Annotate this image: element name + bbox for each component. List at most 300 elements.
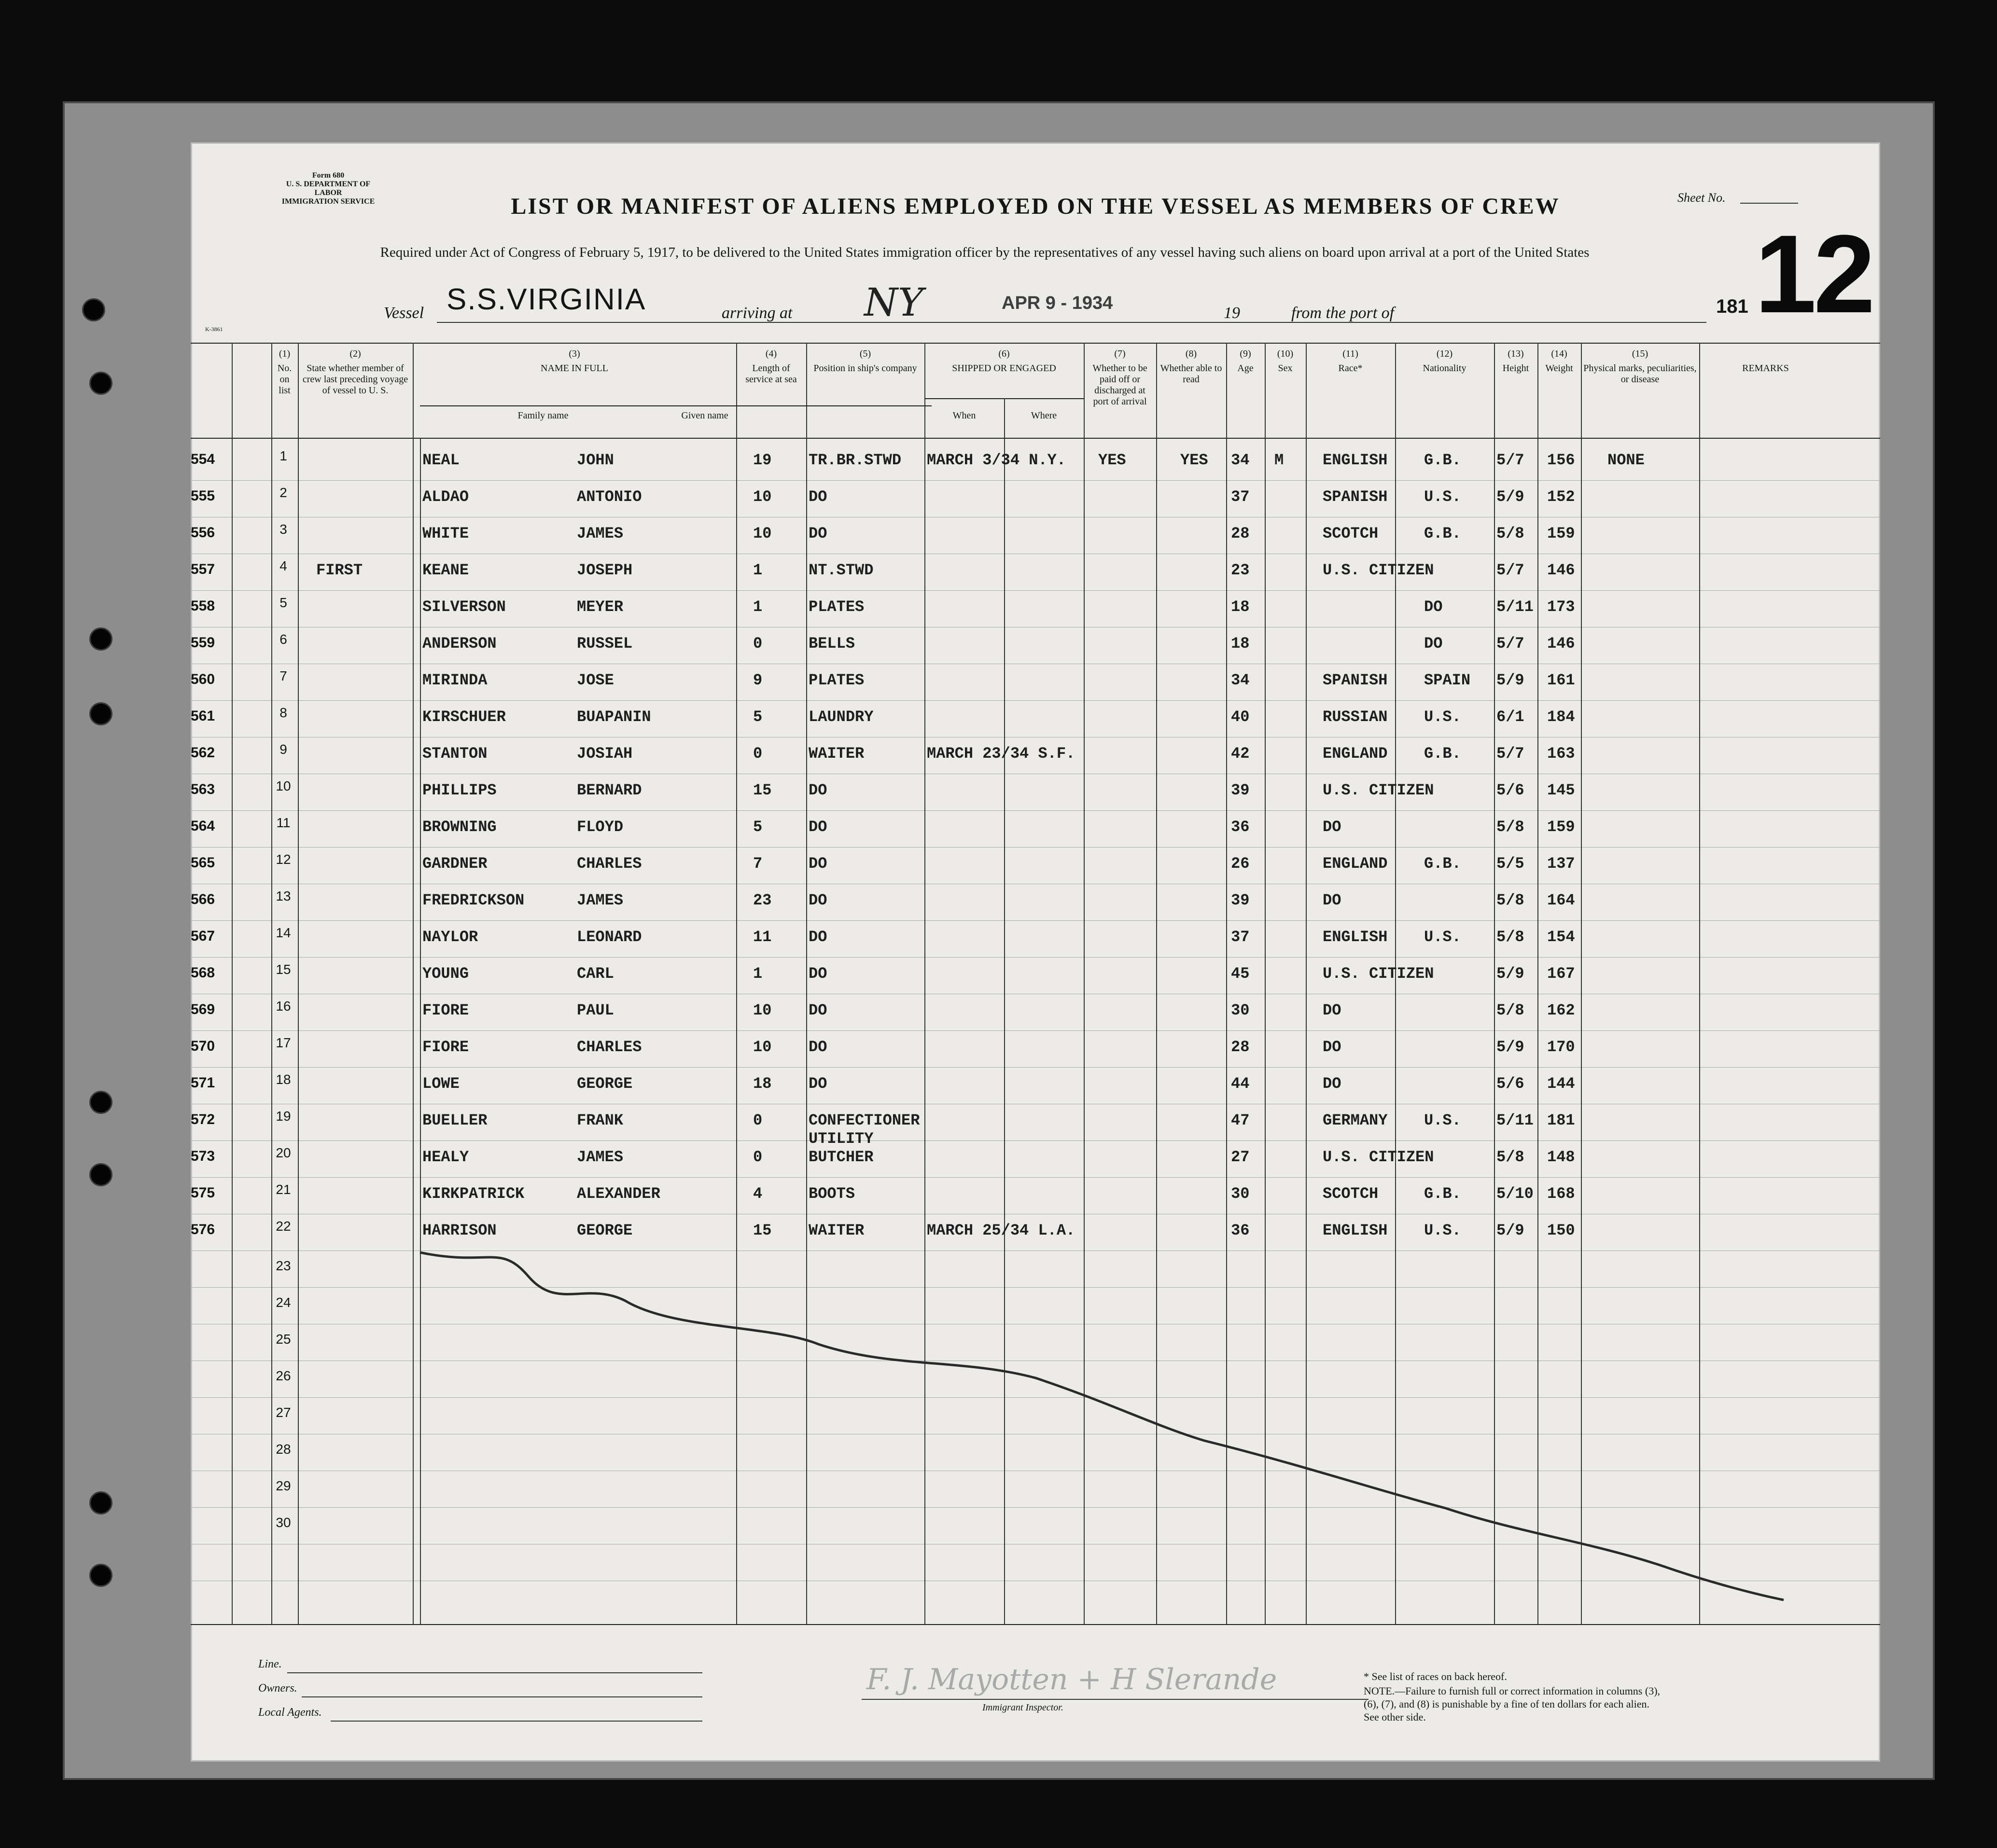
- cell-height: 5/11: [1496, 1112, 1534, 1129]
- cell-nationality: G.B.: [1424, 525, 1461, 542]
- inspector-signature: F. J. Mayotten + H Slerande: [866, 1663, 1277, 1696]
- column-rule: [413, 343, 414, 1624]
- row-margin-number: 567: [191, 928, 215, 944]
- cell-weight: 146: [1547, 561, 1575, 579]
- column-number: (9): [1240, 348, 1251, 359]
- cell-height: 5/9: [1496, 671, 1524, 689]
- cell-sex: M: [1274, 451, 1284, 469]
- arriving-label: arriving at: [722, 304, 793, 322]
- cell-height: 5/9: [1496, 965, 1524, 983]
- arriving-fill-line: [818, 322, 1504, 323]
- cell-weight: 168: [1547, 1185, 1575, 1203]
- cell-service: 1: [753, 561, 763, 579]
- cell-position: DO: [809, 818, 827, 836]
- row-margin-number: 555: [191, 488, 215, 504]
- cell-service: 23: [753, 891, 772, 909]
- cell-family: KIRSCHUER: [422, 708, 506, 726]
- cell-family: KEANE: [422, 561, 469, 579]
- cell-nationality: U.S.: [1424, 488, 1461, 506]
- cell-position: PLATES: [809, 598, 865, 616]
- cell-service: 5: [753, 818, 763, 836]
- column-number: (5): [859, 348, 871, 359]
- cell-race: ENGLISH: [1323, 928, 1388, 946]
- column-number: (11): [1342, 348, 1358, 359]
- cell-service: 18: [753, 1075, 772, 1093]
- cell-age: 39: [1231, 781, 1250, 799]
- cell-family: BUELLER: [422, 1112, 488, 1129]
- cell-position: WAITER: [809, 1222, 865, 1239]
- cell-height: 5/5: [1496, 855, 1524, 873]
- column-number: (12): [1436, 348, 1453, 359]
- cell-age: 30: [1231, 1001, 1250, 1019]
- cell-family: FREDRICKSON: [422, 891, 525, 909]
- column-rule: [1581, 343, 1582, 1624]
- cell-age: 18: [1231, 635, 1250, 653]
- row-number: 9: [279, 742, 287, 757]
- column-rule: [1226, 343, 1227, 1624]
- cell-weight: 164: [1547, 891, 1575, 909]
- cell-position: BELLS: [809, 635, 855, 653]
- row-margin-number: 558: [191, 598, 215, 614]
- cell-given: CARL: [577, 965, 614, 983]
- cell-race: DO: [1323, 818, 1341, 836]
- cell-family: FIORE: [422, 1001, 469, 1019]
- cell-family: MIRINDA: [422, 671, 488, 689]
- table-top-rule: [191, 343, 1880, 344]
- cell-family: YOUNG: [422, 965, 469, 983]
- row-number: 19: [276, 1109, 291, 1124]
- row-rule: [191, 957, 1880, 958]
- cell-age: 28: [1231, 525, 1250, 542]
- cell-nationality: G.B.: [1424, 1185, 1461, 1203]
- row-number: 28: [276, 1442, 291, 1457]
- cell-race: SPANISH: [1323, 671, 1388, 689]
- subheader-rule: [420, 405, 932, 406]
- form-line: Form 680: [312, 171, 345, 180]
- column-heading: Weight: [1545, 363, 1573, 374]
- document-title: LIST OR MANIFEST OF ALIENS EMPLOYED ON THE VESSEL AS MEMBERS OF CREW: [511, 194, 1560, 219]
- cell-nationality: U.S.: [1424, 1222, 1461, 1239]
- column-number: (8): [1185, 348, 1197, 359]
- cell-age: 34: [1231, 671, 1250, 689]
- cell-family: NAYLOR: [422, 928, 478, 946]
- row-number: 11: [276, 815, 291, 830]
- cell-service: 7: [753, 855, 763, 873]
- row-rule: [191, 590, 1880, 591]
- cell-height: 5/7: [1496, 451, 1524, 469]
- column-heading: No. on list: [277, 363, 292, 396]
- column-rule: [1537, 343, 1538, 1624]
- local-agents-label: Local Agents.: [258, 1706, 322, 1719]
- punch-hole: [89, 372, 112, 395]
- column-subheading: Family name: [517, 410, 569, 421]
- row-number: 7: [279, 668, 287, 683]
- column-rule: [1156, 343, 1157, 1624]
- row-number: 2: [279, 485, 287, 500]
- row-rule: [191, 1030, 1880, 1031]
- date-stamp: APR 9 - 1934: [1002, 293, 1113, 313]
- cell-position: LAUNDRY: [809, 708, 874, 726]
- cell-family: KIRKPATRICK: [422, 1185, 525, 1203]
- cell-weight: 161: [1547, 671, 1575, 689]
- cell-age: 42: [1231, 745, 1250, 763]
- cell-family: SILVERSON: [422, 598, 506, 616]
- cell-position: DO: [809, 1038, 827, 1056]
- cell-weight: 137: [1547, 855, 1575, 873]
- cell-family: STANTON: [422, 745, 488, 763]
- cell-age: 45: [1231, 965, 1250, 983]
- row-margin-number: 569: [191, 1001, 215, 1017]
- cell-given: ANTONIO: [577, 488, 642, 506]
- cell-age: 23: [1231, 561, 1250, 579]
- cell-given: CHARLES: [577, 1038, 642, 1056]
- row-rule: [191, 1067, 1880, 1068]
- owners-fill: [302, 1696, 702, 1697]
- column-heading: Height: [1502, 363, 1529, 374]
- cell-height: 5/8: [1496, 818, 1524, 836]
- row-number: 30: [276, 1515, 291, 1530]
- cell-race: U.S. CITIZEN: [1323, 965, 1434, 983]
- cell-position: DO: [809, 1075, 827, 1093]
- cell-race: DO: [1323, 1075, 1341, 1093]
- column-number: (14): [1551, 348, 1567, 359]
- cell-position: DO: [809, 965, 827, 983]
- cell-nationality: G.B.: [1424, 745, 1461, 763]
- column-heading: Whether able to read: [1160, 363, 1222, 385]
- punch-hole: [89, 627, 112, 651]
- vessel-label: Vessel: [384, 304, 424, 322]
- column-rule: [1084, 343, 1085, 1624]
- cell-family: HEALY: [422, 1148, 469, 1166]
- line-fill: [287, 1672, 702, 1673]
- cell-service: 10: [753, 1038, 772, 1056]
- owners-label: Owners.: [258, 1682, 297, 1695]
- cell-height: 5/11: [1496, 598, 1534, 616]
- cell-height: 5/8: [1496, 1001, 1524, 1019]
- cell-weight: 148: [1547, 1148, 1575, 1166]
- column-heading: Whether to be paid off or discharged at port of arrival: [1092, 363, 1147, 407]
- cell-race: ENGLAND: [1323, 855, 1388, 873]
- row-margin-number: 575: [191, 1185, 215, 1201]
- row-rule: [191, 700, 1880, 701]
- cell-height: 5/9: [1496, 488, 1524, 506]
- punch-hole: [89, 1163, 112, 1186]
- signature-line: [862, 1699, 1369, 1700]
- cell-service: 15: [753, 1222, 772, 1239]
- column-heading: Age: [1237, 363, 1254, 374]
- row-margin-number: 576: [191, 1222, 215, 1237]
- cell-height: 5/8: [1496, 891, 1524, 909]
- column-rule: [736, 343, 737, 1624]
- cell-race: ENGLISH: [1323, 451, 1388, 469]
- cell-given: FRANK: [577, 1112, 624, 1129]
- row-rule: [191, 1140, 1880, 1141]
- row-number: 14: [276, 925, 291, 940]
- cell-read: YES: [1180, 451, 1208, 469]
- cell-service: 0: [753, 745, 763, 763]
- cell-weight: 163: [1547, 745, 1575, 763]
- punch-hole: [89, 702, 112, 725]
- cell-service: 15: [753, 781, 772, 799]
- row-rule: [191, 1507, 1880, 1508]
- column-number: (7): [1114, 348, 1126, 359]
- cell-race: SPANISH: [1323, 488, 1388, 506]
- port-code: 181: [1716, 296, 1748, 317]
- cell-height: 5/8: [1496, 928, 1524, 946]
- cell-age: 39: [1231, 891, 1250, 909]
- row-margin-number: 570: [191, 1038, 215, 1054]
- column-number: (13): [1508, 348, 1524, 359]
- row-margin-number: 566: [191, 891, 215, 907]
- column-subheading: Where: [1031, 410, 1057, 421]
- cell-height: 6/1: [1496, 708, 1524, 726]
- vessel-name: S.S.VIRGINIA: [447, 283, 646, 316]
- cell-service: 0: [753, 635, 763, 653]
- cell-when: MARCH 3/34 N.Y.: [927, 451, 1066, 469]
- row-rule: [191, 810, 1880, 811]
- cell-position: PLATES: [809, 671, 865, 689]
- cell-height: 5/9: [1496, 1038, 1524, 1056]
- cell-weight: 162: [1547, 1001, 1575, 1019]
- cell-family: PHILLIPS: [422, 781, 497, 799]
- punch-hole: [89, 1491, 112, 1515]
- cell-position: DO: [809, 928, 827, 946]
- cell-nationality: U.S.: [1424, 928, 1461, 946]
- cell-family: NEAL: [422, 451, 460, 469]
- column-number: (15): [1632, 348, 1648, 359]
- cell-when: MARCH 25/34 L.A.: [927, 1222, 1075, 1239]
- row-margin-number: 560: [191, 671, 215, 687]
- column-rule: [1494, 343, 1495, 1624]
- cell-position: DO: [809, 781, 827, 799]
- cell-weight: 150: [1547, 1222, 1575, 1239]
- punch-hole: [89, 1564, 112, 1587]
- row-rule: [191, 920, 1880, 921]
- cell-given: ALEXANDER: [577, 1185, 660, 1203]
- row-margin-number: 559: [191, 635, 215, 651]
- cell-given: CHARLES: [577, 855, 642, 873]
- cell-age: 40: [1231, 708, 1250, 726]
- cell-service: 1: [753, 965, 763, 983]
- cell-nationality: U.S.: [1424, 1112, 1461, 1129]
- cell-service: 10: [753, 525, 772, 542]
- column-heading: SHIPPED OR ENGAGED: [952, 363, 1056, 374]
- cell-marks: NONE: [1607, 451, 1645, 469]
- cell-given: RUSSEL: [577, 635, 633, 653]
- column-number: (10): [1277, 348, 1294, 359]
- column-rule: [806, 343, 807, 1624]
- cell-height: 5/6: [1496, 781, 1524, 799]
- row-rule: [191, 1397, 1880, 1398]
- column-heading: NAME IN FULL: [541, 363, 608, 374]
- cell-race: SCOTCH: [1323, 1185, 1379, 1203]
- cell-position: DO: [809, 1001, 827, 1019]
- cell-given: JAMES: [577, 1148, 624, 1166]
- cell-family: LOWE: [422, 1075, 460, 1093]
- row-rule: [191, 480, 1880, 481]
- cell-service: 0: [753, 1112, 763, 1129]
- cell-family: FIORE: [422, 1038, 469, 1056]
- cell-service: 10: [753, 488, 772, 506]
- cell-position: DO: [809, 525, 827, 542]
- row-number: 29: [276, 1478, 291, 1493]
- cell-height: 5/7: [1496, 635, 1524, 653]
- cell-position: TR.BR.STWD: [809, 451, 902, 469]
- cell-height: 5/8: [1496, 1148, 1524, 1166]
- cell-family: WHITE: [422, 525, 469, 542]
- column-rule: [1004, 398, 1005, 1624]
- row-number: 25: [276, 1332, 291, 1347]
- row-number: 1: [279, 448, 287, 463]
- cell-family: HARRISON: [422, 1222, 497, 1239]
- cell-nationality: G.B.: [1424, 451, 1461, 469]
- punch-hole: [89, 1091, 112, 1114]
- cell-family: ANDERSON: [422, 635, 497, 653]
- cell-height: 5/8: [1496, 525, 1524, 542]
- cell-race: DO: [1323, 1001, 1341, 1019]
- manifest-sheet: [191, 142, 1880, 1762]
- cell-weight: 144: [1547, 1075, 1575, 1093]
- row-margin-number: 571: [191, 1075, 215, 1091]
- inspector-label: Immigrant Inspector.: [982, 1702, 1063, 1713]
- row-number: 10: [276, 778, 291, 793]
- cell-position-above: UTILITY: [809, 1130, 874, 1148]
- row-number: 18: [276, 1072, 291, 1087]
- column-number: (3): [569, 348, 580, 359]
- line-label: Line.: [258, 1658, 282, 1670]
- column-number: (6): [998, 348, 1010, 359]
- cell-service: 11: [753, 928, 772, 946]
- cell-service: 5: [753, 708, 763, 726]
- cell-weight: 152: [1547, 488, 1575, 506]
- cell-race: GERMANY: [1323, 1112, 1388, 1129]
- cell-service: 4: [753, 1185, 763, 1203]
- cell-age: 36: [1231, 1222, 1250, 1239]
- penalty-note: NOTE.—Failure to furnish full or correct information in columns (3), (6), (7), and (8) is punishable by a fine of ten dollars for each alien. See other side.: [1364, 1685, 1661, 1723]
- cell-age: 37: [1231, 928, 1250, 946]
- column-rule: [232, 343, 233, 1624]
- cell-service: 0: [753, 1148, 763, 1166]
- cell-race: SCOTCH: [1323, 525, 1379, 542]
- cell-weight: 170: [1547, 1038, 1575, 1056]
- cell-weight: 167: [1547, 965, 1575, 983]
- cell-race: ENGLISH: [1323, 1222, 1388, 1239]
- cell-position: WAITER: [809, 745, 865, 763]
- cell-service: 1: [753, 598, 763, 616]
- cell-given: JOSEPH: [577, 561, 633, 579]
- column-subheading: When: [952, 410, 976, 421]
- cell-position: BUTCHER: [809, 1148, 874, 1166]
- row-rule: [191, 1177, 1880, 1178]
- header-bottom-rule: [191, 438, 1880, 439]
- cell-given: BERNARD: [577, 781, 642, 799]
- column-heading: Nationality: [1423, 363, 1466, 374]
- local-agents-fill: [331, 1721, 702, 1722]
- cell-age: 44: [1231, 1075, 1250, 1093]
- column-heading: Position in ship's company: [813, 363, 917, 374]
- column-rule: [420, 438, 421, 1624]
- cell-age: 27: [1231, 1148, 1250, 1166]
- row-rule: [191, 847, 1880, 848]
- cell-nationality: DO: [1424, 635, 1443, 653]
- cell-service: 10: [753, 1001, 772, 1019]
- cell-given: GEORGE: [577, 1222, 633, 1239]
- row-number: 27: [276, 1405, 291, 1420]
- punch-hole: [82, 298, 105, 321]
- cell-race: DO: [1323, 891, 1341, 909]
- cell-position: BOOTS: [809, 1185, 855, 1203]
- row-number: 16: [276, 999, 291, 1014]
- sheet-number-label: Sheet No.: [1677, 191, 1726, 205]
- row-number: 5: [279, 595, 287, 610]
- cell-race: U.S. CITIZEN: [1323, 781, 1434, 799]
- cell-position: NT.STWD: [809, 561, 874, 579]
- cell-weight: 173: [1547, 598, 1575, 616]
- row-number: 6: [279, 632, 287, 647]
- cell-given: JOSE: [577, 671, 614, 689]
- cell-race: U.S. CITIZEN: [1323, 561, 1434, 579]
- column-subheading: Given name: [681, 410, 728, 421]
- cell-age: 26: [1231, 855, 1250, 873]
- cell-nationality: U.S.: [1424, 708, 1461, 726]
- column-heading: Sex: [1278, 363, 1293, 374]
- row-margin-number: 557: [191, 561, 215, 577]
- cell-given: BUAPANIN: [577, 708, 651, 726]
- row-number: 20: [276, 1145, 291, 1160]
- column-heading: State whether member of crew last preceding voyage of vessel to U. S.: [302, 363, 408, 396]
- cell-service: 9: [753, 671, 763, 689]
- row-number: 24: [276, 1295, 291, 1310]
- row-margin-number: 573: [191, 1148, 215, 1164]
- form-code: K-3861: [205, 326, 223, 333]
- row-margin-number: 564: [191, 818, 215, 834]
- row-number: 8: [279, 705, 287, 720]
- column-heading: Race*: [1338, 363, 1363, 374]
- cell-race: ENGLAND: [1323, 745, 1388, 763]
- cell-age: 36: [1231, 818, 1250, 836]
- cell-nationality: G.B.: [1424, 855, 1461, 873]
- cell-age: 37: [1231, 488, 1250, 506]
- cell-race: U.S. CITIZEN: [1323, 1148, 1434, 1166]
- row-margin-number: 554: [191, 451, 215, 467]
- row-number: 26: [276, 1368, 291, 1383]
- cell-family: ALDAO: [422, 488, 469, 506]
- cell-weight: 184: [1547, 708, 1575, 726]
- column-rule: [1265, 343, 1266, 1624]
- row-margin-number: 556: [191, 525, 215, 541]
- column-number: (4): [765, 348, 777, 359]
- row-number: 4: [279, 558, 287, 573]
- cell-given: JAMES: [577, 891, 624, 909]
- column-heading: Length of service at sea: [745, 363, 797, 385]
- row-margin-number: 565: [191, 855, 215, 871]
- cell-nationality: SPAIN: [1424, 671, 1471, 689]
- cell-position: DO: [809, 855, 827, 873]
- row-number: 13: [276, 889, 291, 903]
- cell-age: 28: [1231, 1038, 1250, 1056]
- cell-weight: 156: [1547, 451, 1575, 469]
- row-number: 3: [279, 522, 287, 537]
- sheet-number: 12: [1755, 212, 1872, 336]
- cell-family: GARDNER: [422, 855, 488, 873]
- cell-given: GEORGE: [577, 1075, 633, 1093]
- row-number: 22: [276, 1219, 291, 1234]
- cell-given: LEONARD: [577, 928, 642, 946]
- cell-age: 47: [1231, 1112, 1250, 1129]
- cell-race: RUSSIAN: [1323, 708, 1388, 726]
- cell-prev: FIRST: [316, 561, 363, 579]
- row-margin-number: 572: [191, 1112, 215, 1127]
